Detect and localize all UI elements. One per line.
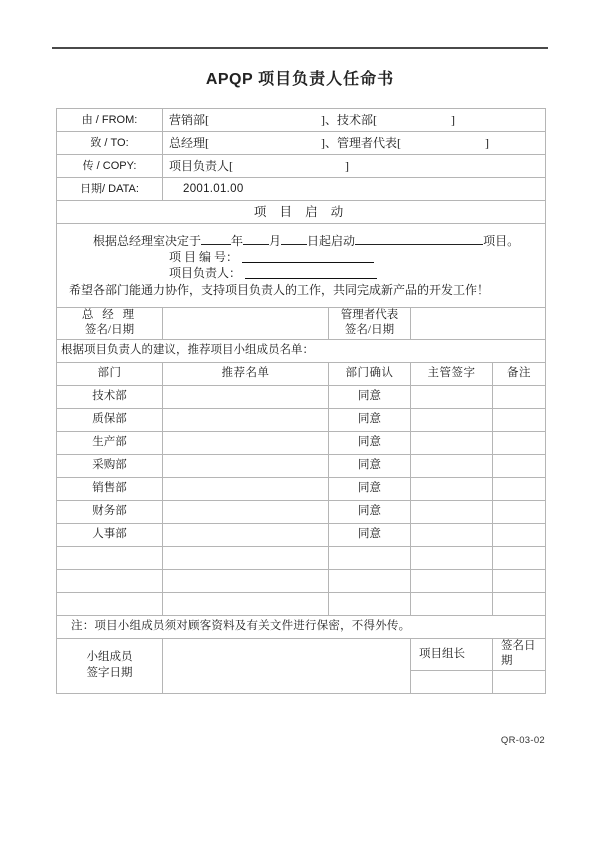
value-from	[163, 109, 546, 132]
sign-date-field[interactable]	[493, 670, 546, 693]
from-dept2: ]、技术部[	[321, 112, 377, 127]
label-gm-signature	[57, 307, 163, 339]
cell-confirm: 同意	[329, 500, 411, 523]
cell-supervisor[interactable]	[411, 523, 493, 546]
blank-project-no	[242, 262, 374, 263]
cell-list[interactable]	[163, 569, 329, 592]
gm-line1: 总 经 理	[81, 308, 138, 321]
cell-confirm[interactable]	[329, 546, 411, 569]
cell-list[interactable]	[163, 592, 329, 615]
cell-dept[interactable]	[57, 569, 163, 592]
cell-confirm: 同意	[329, 431, 411, 454]
label-to: 致 / TO:	[57, 132, 163, 155]
startup-line-decision	[69, 233, 533, 249]
column-header-confirm: 部门确认	[329, 362, 411, 385]
form-row-from	[57, 109, 546, 132]
cell-remark[interactable]	[493, 431, 546, 454]
column-header-list: 推荐名单	[163, 362, 329, 385]
form-code: QR-03-02	[500, 735, 545, 746]
appointment-form-table	[56, 108, 546, 694]
column-header-remark: 备注	[493, 362, 546, 385]
cell-list[interactable]	[163, 385, 329, 408]
cell-remark[interactable]	[493, 569, 546, 592]
note-row	[57, 615, 546, 638]
cell-dept[interactable]	[57, 546, 163, 569]
startup-line-project-no	[69, 249, 533, 265]
page-title	[52, 66, 548, 89]
value-copy	[163, 155, 546, 178]
cell-list[interactable]	[163, 523, 329, 546]
from-close: ]	[451, 112, 455, 127]
footer-signature-header-row	[57, 638, 546, 670]
to-role1: 总经理[	[169, 135, 209, 150]
startup-line-project-leader	[69, 265, 533, 281]
cell-dept: 质保部	[57, 408, 163, 431]
decision-prefix: 根据总经理室决定于	[93, 234, 202, 248]
cell-list[interactable]	[163, 408, 329, 431]
cell-dept: 生产部	[57, 431, 163, 454]
table-row	[57, 500, 546, 523]
cell-supervisor[interactable]	[411, 454, 493, 477]
cell-confirm[interactable]	[329, 569, 411, 592]
cell-supervisor[interactable]	[411, 569, 493, 592]
cell-confirm: 同意	[329, 408, 411, 431]
cell-dept: 采购部	[57, 454, 163, 477]
cell-supervisor[interactable]	[411, 477, 493, 500]
cell-remark[interactable]	[493, 454, 546, 477]
cell-supervisor[interactable]	[411, 500, 493, 523]
from-dept1: 营销部[	[169, 112, 209, 127]
date-value: 2001.01.00	[183, 183, 244, 196]
table-row	[57, 431, 546, 454]
copy-role: 项目负责人[	[169, 158, 233, 173]
unit-year: 年	[231, 234, 244, 248]
cell-confirm[interactable]	[329, 592, 411, 615]
cell-supervisor[interactable]	[411, 385, 493, 408]
header-rule	[52, 47, 548, 49]
table-row	[57, 408, 546, 431]
label-mr-signature	[329, 307, 411, 339]
cell-list[interactable]	[163, 454, 329, 477]
cell-supervisor[interactable]	[411, 592, 493, 615]
form-row-date	[57, 178, 546, 201]
project-leader-field[interactable]	[411, 670, 493, 693]
startup-body	[57, 224, 546, 308]
recommend-intro-row	[57, 339, 546, 362]
approval-signature-row	[57, 307, 546, 339]
cell-supervisor[interactable]	[411, 408, 493, 431]
form-row-copy	[57, 155, 546, 178]
value-to	[163, 132, 546, 155]
cell-remark[interactable]	[493, 408, 546, 431]
cell-confirm: 同意	[329, 477, 411, 500]
gm-signature-field[interactable]	[163, 307, 329, 339]
blank-month	[243, 244, 269, 245]
label-copy: 传 / COPY:	[57, 155, 163, 178]
cell-remark[interactable]	[493, 523, 546, 546]
cell-dept[interactable]	[57, 592, 163, 615]
mr-line1: 管理者代表	[340, 308, 399, 321]
title-latin: APQP	[205, 71, 254, 88]
cell-remark[interactable]	[493, 592, 546, 615]
table-row	[57, 569, 546, 592]
member-sign-line1: 小组成员	[86, 651, 133, 664]
member-table-header	[57, 362, 546, 385]
cell-dept: 销售部	[57, 477, 163, 500]
to-close: ]	[485, 135, 489, 150]
cell-dept: 财务部	[57, 500, 163, 523]
decision-suffix: 项目。	[483, 234, 520, 248]
label-project-leader-footer: 项目组长	[411, 638, 493, 670]
table-row	[57, 546, 546, 569]
label-date: 日期/ DATA:	[57, 178, 163, 201]
cell-remark[interactable]	[493, 546, 546, 569]
cell-remark[interactable]	[493, 500, 546, 523]
section-title-startup: 项 目 启 动	[57, 201, 546, 224]
mr-signature-field[interactable]	[411, 307, 546, 339]
value-date	[163, 178, 546, 201]
cell-confirm: 同意	[329, 454, 411, 477]
mr-line2: 签名/日期	[344, 324, 395, 337]
copy-close: ]	[345, 158, 349, 173]
blank-day	[281, 244, 307, 245]
form-row-to	[57, 132, 546, 155]
table-row	[57, 477, 546, 500]
blank-project-name	[355, 244, 483, 245]
blank-project-leader	[245, 278, 377, 279]
cell-confirm: 同意	[329, 385, 411, 408]
cell-supervisor[interactable]	[411, 546, 493, 569]
cell-list[interactable]	[163, 431, 329, 454]
confidentiality-note: 注：项目小组成员须对顾客资料及有关文件进行保密，不得外传。	[57, 615, 546, 638]
label-member-signature	[57, 638, 163, 693]
table-row	[57, 592, 546, 615]
cell-confirm: 同意	[329, 523, 411, 546]
section-row-startup	[57, 201, 546, 224]
unit-month: 月	[269, 234, 282, 248]
cell-supervisor[interactable]	[411, 431, 493, 454]
blank-year	[201, 244, 231, 245]
cell-list[interactable]	[163, 500, 329, 523]
label-project-no: 项 目 编 号：	[169, 250, 239, 265]
gm-line2: 签名/日期	[84, 324, 135, 337]
label-sign-date-footer: 签名日期	[493, 638, 546, 670]
label-from: 由 / FROM:	[57, 109, 163, 132]
table-row	[57, 454, 546, 477]
title-chinese: 项目负责人任命书	[258, 71, 395, 88]
startup-body-row	[57, 224, 546, 308]
startup-line-appeal: 希望各部门能通力协作，支持项目负责人的工作，共同完成新产品的开发工作！	[69, 282, 490, 297]
member-signature-field[interactable]	[163, 638, 411, 693]
recommend-intro: 根据项目负责人的建议，推荐项目小组成员名单：	[57, 339, 546, 362]
column-header-supervisor: 主管签字	[411, 362, 493, 385]
cell-remark[interactable]	[493, 385, 546, 408]
member-sign-line2: 签字日期	[86, 666, 133, 679]
cell-dept: 技术部	[57, 385, 163, 408]
cell-list[interactable]	[163, 477, 329, 500]
decision-mid: 日起启动	[307, 234, 356, 248]
cell-dept: 人事部	[57, 523, 163, 546]
cell-list[interactable]	[163, 546, 329, 569]
to-role2: ]、管理者代表[	[321, 135, 401, 150]
table-row	[57, 523, 546, 546]
column-header-dept: 部门	[57, 362, 163, 385]
label-project-leader: 项目负责人：	[169, 266, 242, 281]
cell-remark[interactable]	[493, 477, 546, 500]
table-row	[57, 385, 546, 408]
